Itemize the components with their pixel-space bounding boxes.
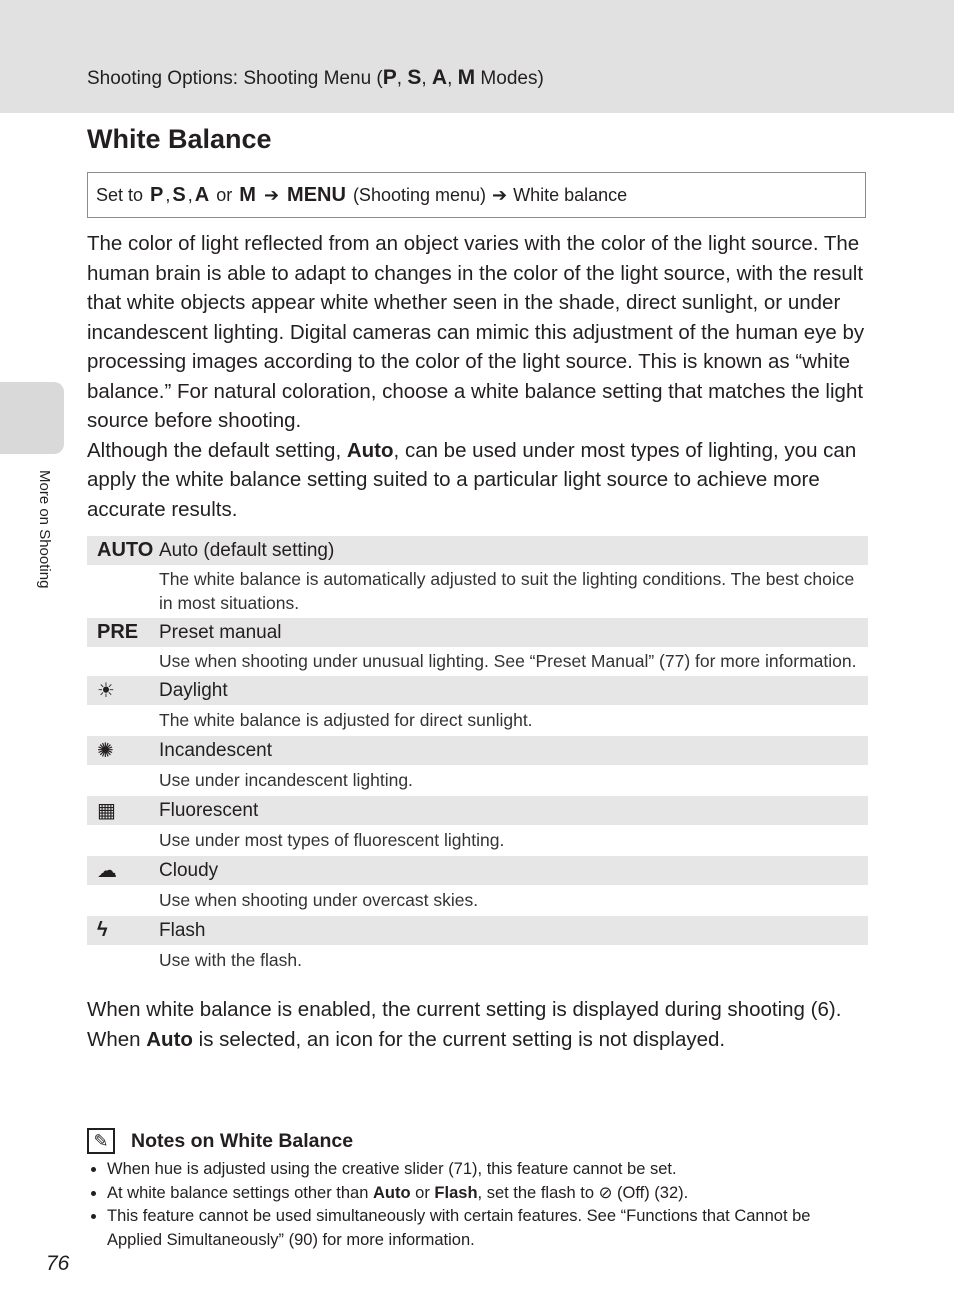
closing-b: is selected, an icon for the current setting is not displayed.: [192, 1027, 726, 1051]
mode-m-icon: M: [457, 66, 476, 89]
setting-desc: Use with the flash.: [159, 950, 302, 970]
note-text: This feature cannot be used simultaneously with certain features. See “Functions that Cannot be Applied Simultaneously” (90) for more information.: [107, 1207, 811, 1249]
side-tab: [0, 382, 64, 454]
intro-p2-bold: Auto: [346, 438, 394, 462]
note-text: or: [410, 1183, 435, 1202]
setting-desc: Use when shooting under overcast skies.: [159, 890, 479, 910]
mode-m-icon: M: [239, 183, 256, 206]
setting-label: Flash: [159, 919, 206, 941]
menu-button-icon: MENU: [287, 183, 346, 206]
closing-text: [87, 995, 869, 1054]
setting-row-cloudy: [87, 856, 868, 885]
running-header: Shooting Options: Shooting Menu (P, S, A, M Modes): [87, 66, 544, 89]
setting-desc: Use under incandescent lighting.: [159, 770, 413, 790]
setting-row-fluorescent: [87, 796, 868, 825]
setting-label: Incandescent: [159, 739, 273, 761]
notes-heading: [87, 1128, 869, 1154]
auto-icon: AUTO: [97, 539, 154, 561]
incandescent-icon: ✺: [97, 740, 114, 762]
mode-a-icon: A: [431, 66, 448, 89]
setting-row-flash: [87, 916, 868, 945]
list-item: [107, 1205, 869, 1252]
list-item: [107, 1182, 869, 1206]
intro-p2-b: , can be used under most types of lighting, you can apply the white balance setting suited to a particular light source to achieve more accurate results.: [87, 438, 857, 521]
setting-desc: Use under most types of fluorescent lighting.: [159, 830, 505, 850]
header-suffix: Modes): [475, 68, 544, 89]
mode-a-icon: A: [194, 183, 210, 206]
path-shooting-menu: (Shooting menu): [352, 184, 487, 205]
mode-p-icon: P: [382, 66, 397, 89]
arrow-right-icon: ➔: [492, 184, 508, 205]
path-target: White balance: [513, 184, 628, 205]
notes-list: [87, 1158, 869, 1252]
setting-label: Auto (default setting): [159, 539, 335, 561]
intro-p2-a: Although the default setting,: [87, 438, 347, 462]
daylight-icon: ☀: [97, 680, 115, 702]
fluorescent-icon: ▦: [97, 800, 116, 822]
closing-paragraph: [87, 995, 869, 1054]
setting-label: Cloudy: [159, 859, 219, 881]
notes-title: Notes on White Balance: [131, 1129, 354, 1152]
intro-paragraph-2: [87, 436, 869, 525]
mode-s-icon: S: [407, 66, 422, 89]
setting-row-incandescent: [87, 736, 868, 765]
setting-desc: The white balance is automatically adjusted to suit the lighting conditions. The best choice in most situations.: [159, 569, 855, 613]
pencil-icon: ✎: [87, 1128, 115, 1154]
page-title: White Balance: [87, 124, 272, 154]
closing-bold: Auto: [146, 1027, 193, 1051]
list-item: [107, 1158, 869, 1182]
flash-icon: ϟ: [97, 919, 108, 941]
setting-row-auto: [87, 536, 868, 565]
intro-text: [87, 229, 869, 524]
notes-section: [87, 1128, 869, 1252]
header-band: [0, 0, 954, 113]
setting-row-daylight: [87, 676, 868, 705]
setting-desc: The white balance is adjusted for direct sunlight.: [159, 710, 533, 730]
arrow-right-icon: ➔: [263, 184, 280, 205]
setting-label: Fluorescent: [159, 799, 259, 821]
preset-manual-icon: PRE: [97, 621, 139, 643]
note-text: , set the flash to ⊘ (Off) (32).: [477, 1183, 689, 1202]
side-tab-label: More on Shooting: [36, 470, 53, 589]
note-bold: Flash: [434, 1183, 478, 1202]
menu-path-box: Set to P , S , A or M ➔ MENU (Shooting menu) ➔ White balance: [87, 172, 866, 218]
mode-p-icon: P: [150, 183, 164, 206]
path-set-to: Set to: [96, 184, 144, 205]
note-bold: Auto: [373, 1183, 411, 1202]
mode-s-icon: S: [172, 183, 186, 206]
cloudy-icon: ☁: [97, 860, 117, 882]
page-number: 76: [46, 1252, 70, 1275]
white-balance-table: [87, 536, 868, 976]
setting-label: Daylight: [159, 679, 228, 701]
header-prefix: Shooting Options: Shooting Menu (: [87, 68, 383, 89]
note-text: When hue is adjusted using the creative slider (71), this feature cannot be set.: [107, 1160, 677, 1178]
setting-row-preset: [87, 618, 868, 647]
intro-paragraph-1: The color of light reflected from an object varies with the color of the light source. The human brain is able to adapt to changes in the color of the light source, with the result that white objects appear white whether seen in the shade, direct sunlight, or under incandescent lighting. Digital cameras can mimic this adjustment of the human eye by processing images according to the color of the light source. This is known as “white balance.” For natural coloration, choose a white balance setting that matches the light source before shooting.: [87, 232, 865, 432]
closing-a: When white balance is enabled, the current setting is displayed during shooting (6). When: [87, 998, 842, 1051]
setting-desc: Use when shooting under unusual lighting. See “Preset Manual” (77) for more information.: [159, 651, 857, 671]
note-text: At white balance settings other than: [107, 1183, 373, 1202]
setting-label: Preset manual: [159, 621, 282, 643]
path-or: or: [216, 184, 233, 205]
